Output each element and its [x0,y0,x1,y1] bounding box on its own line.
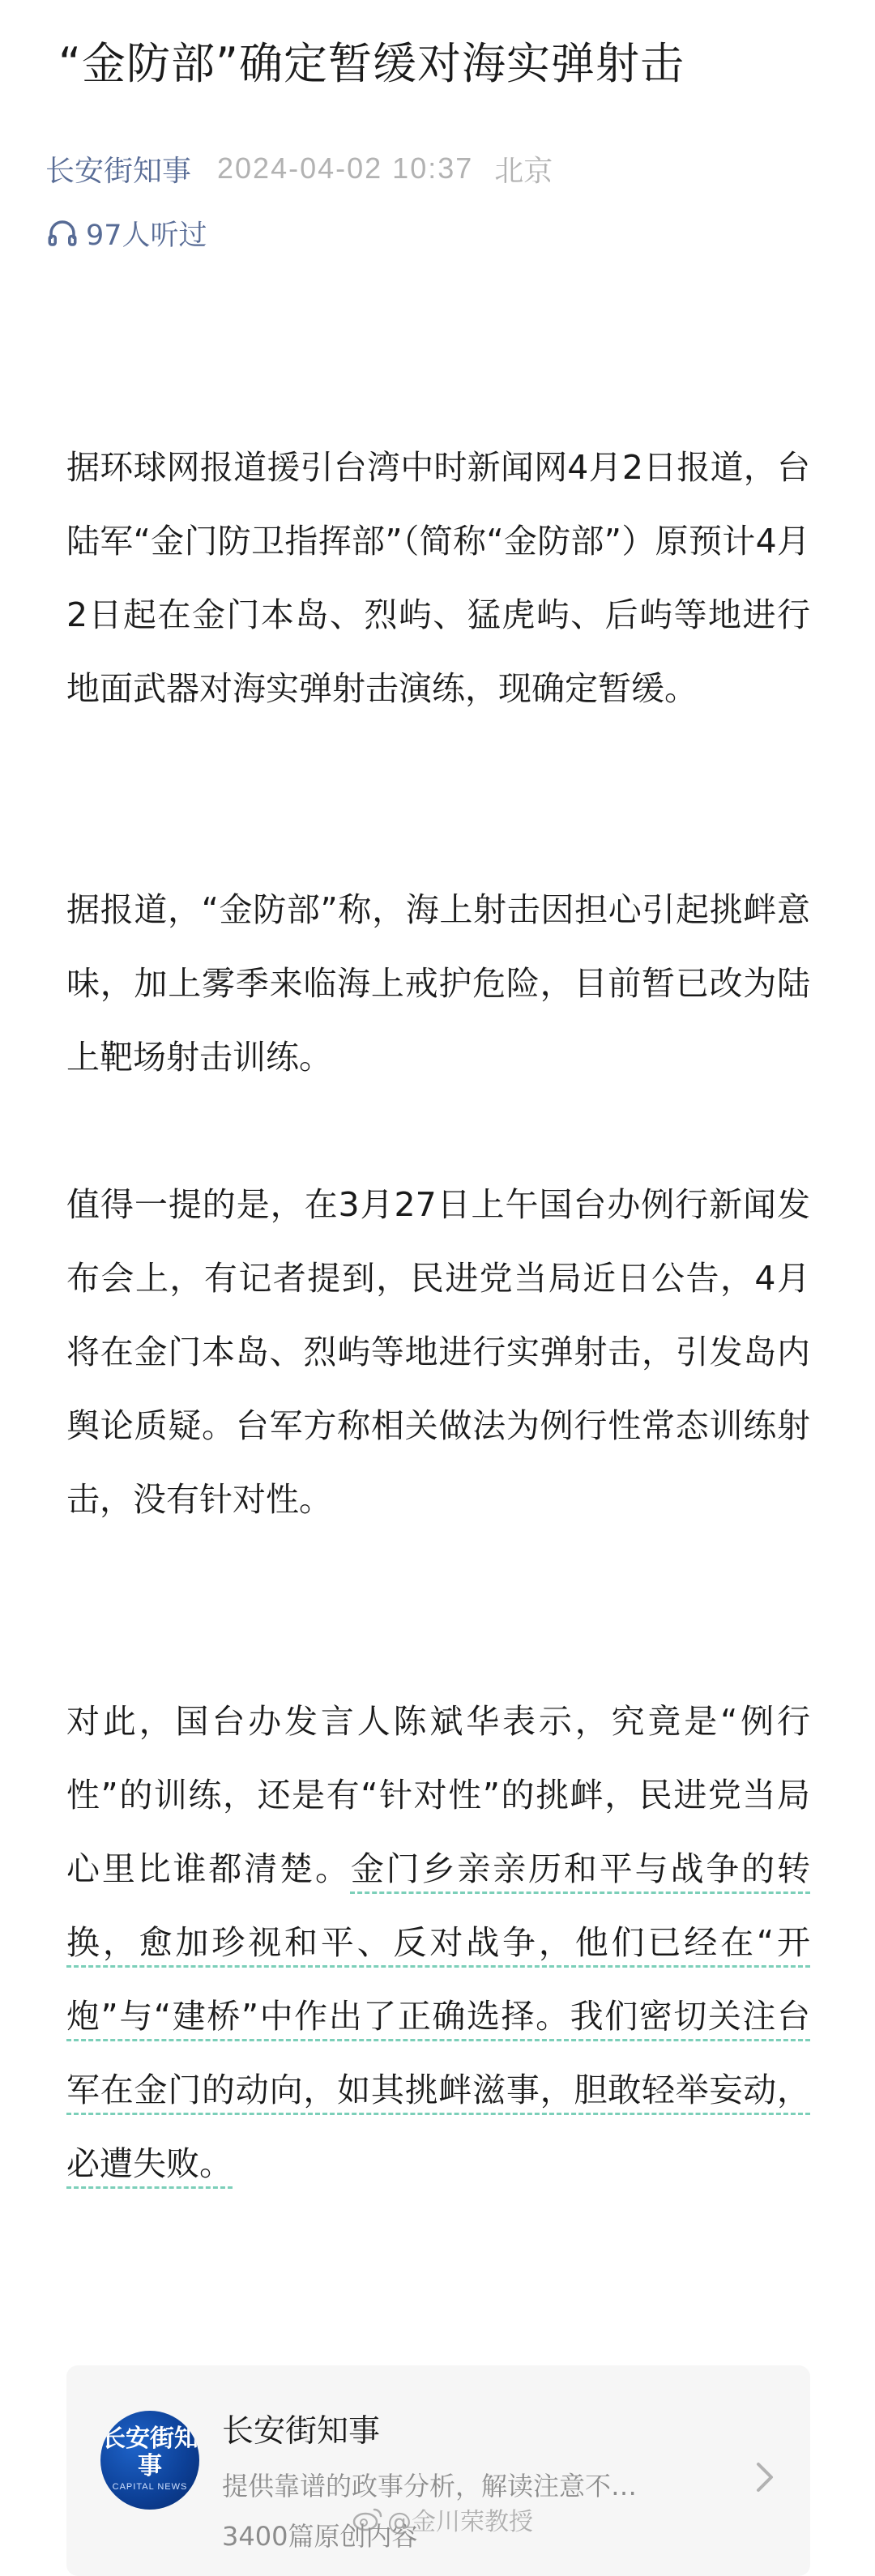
article-paragraph: 值得一提的是，在3月27日上午国台办例行新闻发布会上，有记者提到，民进党当局近日公告，4月将在金门本岛、烈屿等地进行实弹射击，引发岛内舆论质疑。台军方称相关做法为例行性常态训练射击，没有针对性。 [66,1185,810,1519]
listen-button[interactable] [45,212,207,254]
avatar-logo-subtext: CAPITAL NEWS [112,2482,188,2492]
card-account-name: 长安街知事 [222,2413,381,2450]
article-paragraph: 据环球网报道援引台湾中时新闻网4月2日报道，台陆军“金门防卫指挥部”（简称“金防部”）原预计4月2日起在金门本岛、烈屿、猛虎屿、后屿等地进行地面武器对海实弹射击演练，现确定暂缓。 [66,448,810,708]
article-paragraph [66,1685,810,2201]
headphones-icon [45,216,79,250]
publish-location: 北京 [494,154,553,188]
card-article-count: 3400篇原创内容 [222,2521,418,2552]
avatar [100,2411,199,2510]
card-description: 提供靠谱的政事分析，解读注意不… [222,2471,638,2501]
watermark [352,2501,533,2537]
highlighted-quote: 金门乡亲亲历和平与战争的转换，愈加珍视和平、反对战争，他们已经在“开炮”与“建桥”中作出了正确选择。我们密切关注台军在金门的动向，如其挑衅滋事，胆敢轻举妄动，必遭失败。 [66,1849,811,2183]
account-card[interactable] [66,2365,810,2576]
watermark-text: @金川荣教授 [387,2508,533,2536]
account-name-link[interactable]: 长安街知事 [45,154,192,188]
listen-count: 97人听过 [86,220,207,252]
chevron-right-icon [755,2461,775,2493]
article-meta [45,146,553,191]
avatar-logo-text: 长安街知事 [101,2425,198,2480]
article-title: “金防部”确定暂缓对海实弹射击 [58,38,685,89]
weibo-icon [352,2506,384,2532]
article-paragraph: 据报道，“金防部”称，海上射击因担心引起挑衅意味，加上雾季来临海上戒护危险，目前暂已改为陆上靶场射击训练。 [66,890,810,1077]
publish-date: 2024-04-02 10:37 [217,151,474,185]
paragraph-text: 对此，国台办发言人陈斌华表示，究竟是“例行性”的训练，还是有“针对性”的挑衅，民进党当局心里比谁都清楚。 [66,1702,810,1888]
